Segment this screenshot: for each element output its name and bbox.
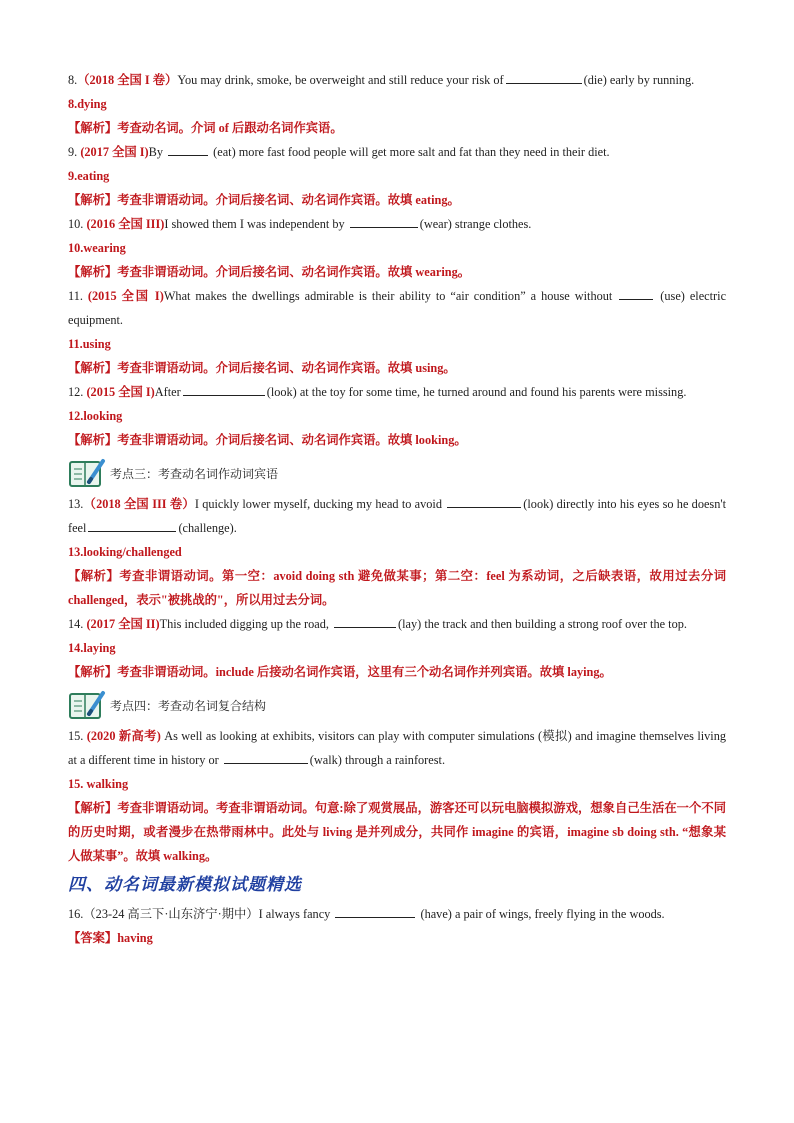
keypoint-label: 考点三：考查动名词作动词宾语 [110,466,279,481]
question-text-post: (look) at the toy for some time, he turned around and found his parents were missing. [266,385,687,399]
answer-15: 15. walking [68,777,129,791]
answer-blank-2 [88,519,176,532]
question-text-pre: This included digging up the road, [159,617,329,631]
question-source: (2020 新高考) [86,729,161,743]
answer-blank [224,751,308,764]
section-heading: 四、动名词最新模拟试题精选 [68,875,302,895]
question-source: (2016 全国 III) [86,217,165,231]
answer-13: 13.looking/challenged [68,545,182,559]
question-text-post: (walk) through a rainforest. [309,753,446,767]
question-text-pre: You may drink, smoke, be overweight and still reduce your risk of [177,73,504,87]
answer-blank [183,383,265,396]
question-number: 15. [68,729,84,743]
answer-16 [68,926,726,950]
answer-12: 12.looking [68,409,123,423]
question-source: （2018 全国 I 卷） [77,73,178,87]
question-text-pre: I always fancy [258,907,331,921]
question-12 [68,380,726,404]
question-text-post: (eat) more fast food people will get more salt and fat than they need in their diet. [213,145,610,159]
question-source: (2015 全国 I) [87,289,164,303]
question-13 [68,492,726,540]
answer-label: 【答案】 [68,931,118,945]
answer-14: 14.laying [68,641,116,655]
question-16 [68,902,726,926]
answer-blank [350,215,418,228]
explanation-9: 【解析】考查非谓语动词。介词后接名词、动名词作宾语。故填 eating。 [68,193,460,207]
question-14 [68,612,726,636]
question-number: 14. [68,617,84,631]
question-text-pre: After [154,385,181,399]
explanation-13: 【解析】考查非谓语动词。第一空：avoid doing sth 避免做某事；第二空：feel 为系动词，之后缺表语，故用过去分词 challenged，表示"被挑战的"，所以用过去分词。 [68,569,726,607]
answer-value: having [117,931,153,945]
answer-blank-1 [447,495,521,508]
question-text-post: (use) electric equipment. [68,289,727,327]
answer-blank [168,143,208,156]
notebook-pencil-icon [68,690,106,720]
question-text-pre: What makes the dwellings admirable is their ability to “air condition” a house without [163,289,613,303]
answer-blank [335,905,415,918]
answer-blank [619,287,653,300]
explanation-12: 【解析】考查非谓语动词。介词后接名词、动名词作宾语。故填 looking。 [68,433,467,447]
question-source: (2017 全国 I) [80,145,149,159]
explanation-11: 【解析】考查非谓语动词。介词后接名词、动名词作宾语。故填 using。 [68,361,456,375]
answer-11: 11.using [68,337,111,351]
question-number: 9. [68,145,78,159]
answer-10: 10.wearing [68,241,126,255]
answer-9: 9.eating [68,169,110,183]
question-text-post: (have) a pair of wings, freely flying in the woods. [420,907,665,921]
question-source: （2018 全国 III 卷） [83,497,195,511]
keypoint-3-heading [68,458,726,488]
question-number: 10. [68,217,84,231]
answer-8: 8.dying [68,97,107,111]
question-text-post: (die) early by running. [583,73,695,87]
explanation-8: 【解析】考查动名词。介词 of 后跟动名词作宾语。 [68,121,343,135]
question-number: 13. [68,497,84,511]
question-text-pre: As well as looking at exhibits, visitors can play with computer simulations (模拟) and imagine themselves living at a different time in history or [68,729,727,767]
explanation-15: 【解析】考查非谓语动词。考查非谓语动词。句意:除了观赏展品，游客还可以玩电脑模拟游戏，想象自己生活在一个不同的历史时期，或者漫步在热带雨林中。此处与 living 是并列成分，共同作 imagine 的宾语，imagine sb doing sth. “想象某人做某事”。故填 walking。 [68,801,726,863]
explanation-14: 【解析】考查非谓语动词。include 后接动名词作宾语，这里有三个动名词作并列宾语。故填 laying。 [68,665,612,679]
question-15 [68,724,726,772]
question-8 [68,68,726,92]
question-text-post: (wear) strange clothes. [419,217,532,231]
question-11 [68,284,726,332]
document-content [68,68,726,950]
answer-blank [506,71,582,84]
question-text-pre: By [148,145,163,159]
keypoint-4-heading [68,690,726,720]
question-source: (2017 全国 II) [86,617,160,631]
question-text-pre: I showed them I was independent by [164,217,345,231]
question-source: （23-24 高三下·山东济宁·期中） [83,907,259,921]
question-number: 12. [68,385,84,399]
question-text-mid: (look) directly into his eyes so he doesn't feel [68,497,727,535]
question-text-post: (lay) the track and then building a strong roof over the top. [398,617,687,631]
answer-blank [334,615,396,628]
keypoint-label: 考点四：考查动名词复合结构 [110,698,267,713]
question-text-pre: I quickly lower myself, ducking my head to avoid [194,497,442,511]
explanation-10: 【解析】考查非谓语动词。介词后接名词、动名词作宾语。故填 wearing。 [68,265,471,279]
question-number: 8. [68,73,78,87]
notebook-pencil-icon [68,458,106,488]
question-number: 16. [68,907,84,921]
question-number: 11. [68,289,83,303]
question-text-post: (challenge). [178,521,237,535]
question-source: (2015 全国 I) [86,385,155,399]
question-10 [68,212,726,236]
question-9 [68,140,726,164]
